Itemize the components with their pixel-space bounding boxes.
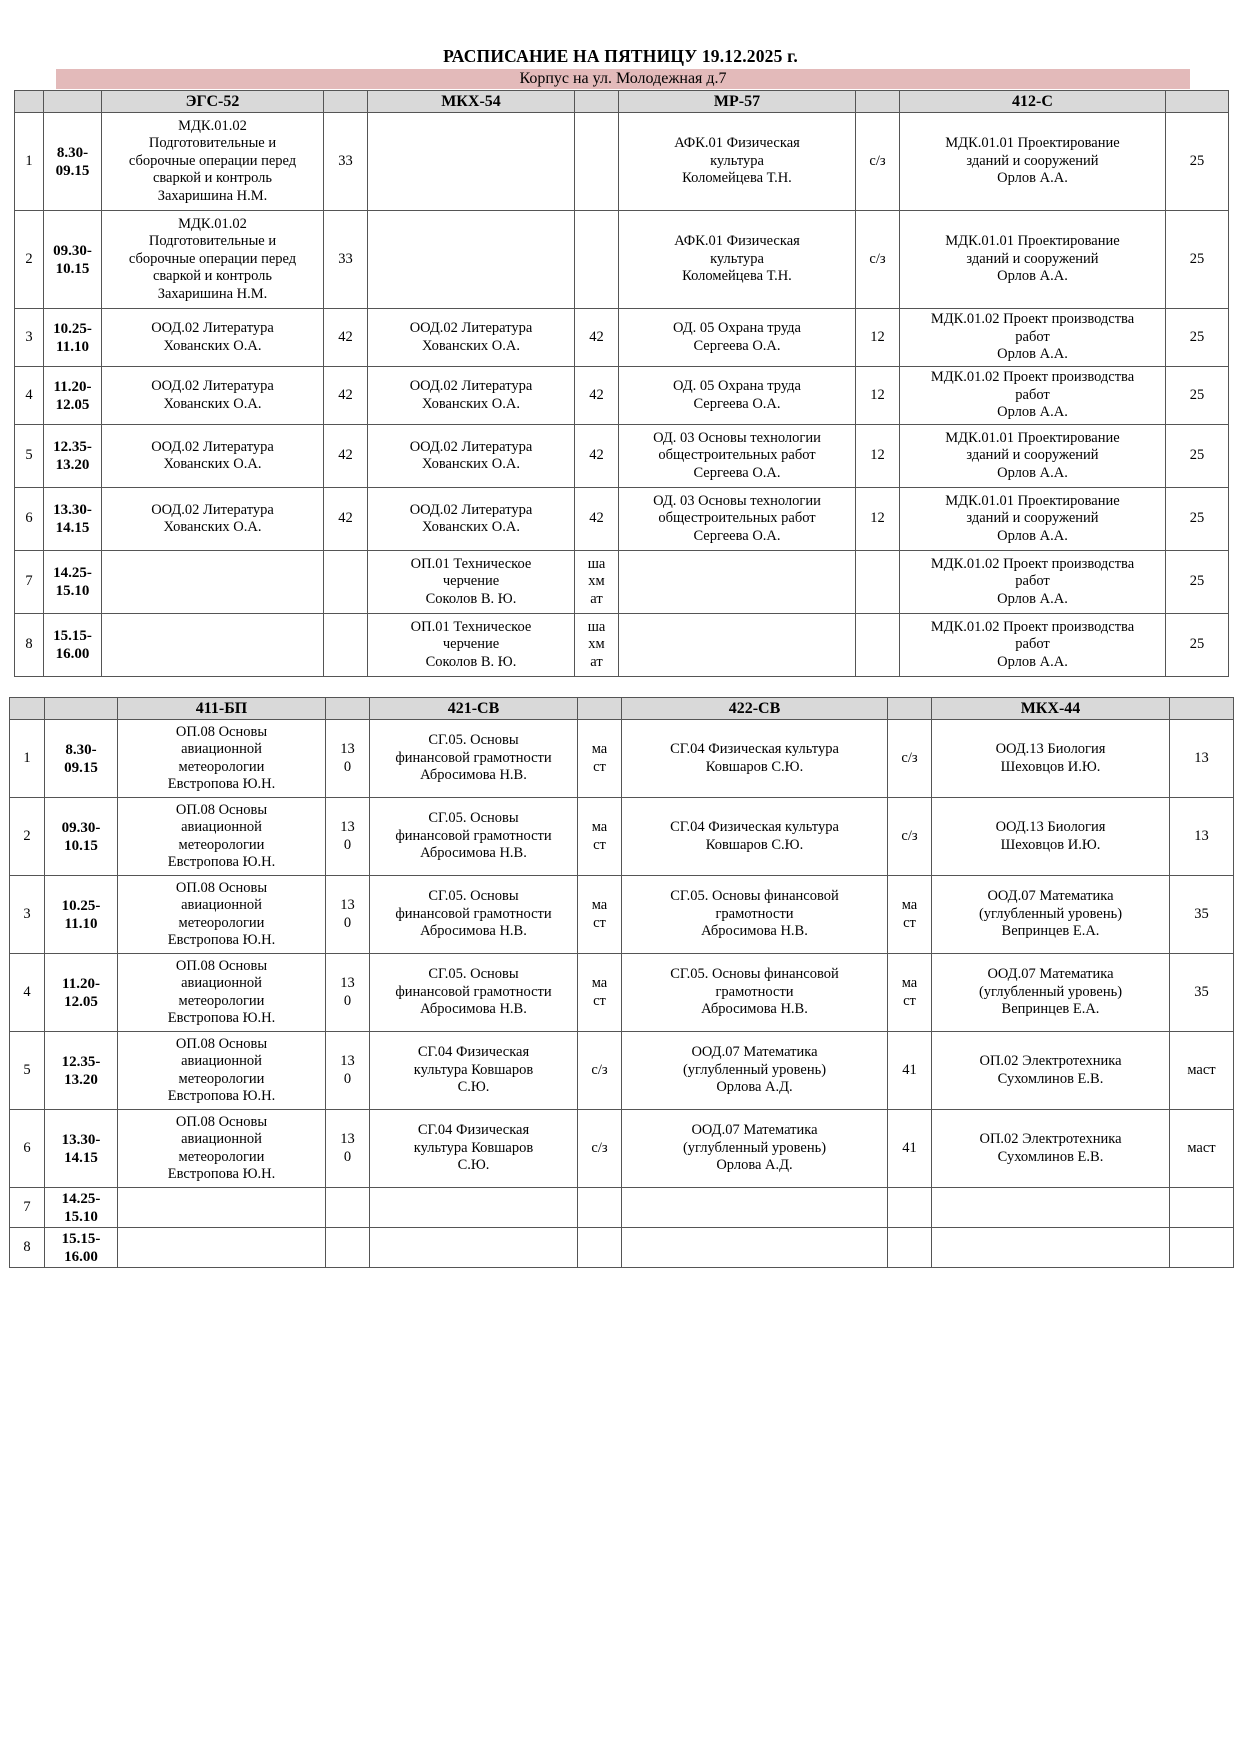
page-title: РАСПИСАНИЕ НА ПЯТНИЦУ 19.12.2025 г. xyxy=(443,46,798,66)
lesson-number: 8 xyxy=(15,614,44,677)
subject-cell: ООД.02 Литература Хованских О.А. xyxy=(368,488,575,551)
room-cell: 12 xyxy=(856,425,900,488)
subject-cell: СГ.04 Физическая культура Ковшаров С.Ю. xyxy=(370,1032,578,1110)
subject-cell: СГ.05. Основы финансовой грамотности Абросимова Н.В. xyxy=(622,954,888,1032)
room-cell: 13 0 xyxy=(326,1110,370,1188)
room-cell: с/з xyxy=(578,1110,622,1188)
lesson-row xyxy=(10,1228,1234,1268)
room-header-blank xyxy=(1166,91,1229,113)
subject-cell: ОП.02 Электротехника Сухомлинов Е.В. xyxy=(932,1110,1170,1188)
lesson-row xyxy=(10,720,1234,798)
subject-cell: ООД.02 Литература Хованских О.А. xyxy=(368,425,575,488)
lesson-number: 8 xyxy=(10,1228,45,1268)
room-header-blank xyxy=(326,698,370,720)
group-header: ЭГС-52 xyxy=(102,91,324,113)
group-header: МР-57 xyxy=(619,91,856,113)
subject-cell: ООД.07 Математика (углубленный уровень) Орлова А.Д. xyxy=(622,1110,888,1188)
room-cell: 12 xyxy=(856,488,900,551)
lesson-row xyxy=(15,614,1229,677)
lesson-time: 12.35- 13.20 xyxy=(45,1032,118,1110)
lesson-number: 5 xyxy=(15,425,44,488)
subject-cell: АФК.01 Физическая культура Коломейцева Т.Н. xyxy=(619,113,856,211)
lesson-time: 8.30- 09.15 xyxy=(44,113,102,211)
room-cell: с/з xyxy=(856,113,900,211)
subject-cell: ООД.02 Литература Хованских О.А. xyxy=(368,367,575,425)
room-header-blank xyxy=(1170,698,1234,720)
room-cell: 25 xyxy=(1166,113,1229,211)
lesson-row xyxy=(10,1110,1234,1188)
room-cell: 33 xyxy=(324,113,368,211)
lesson-number: 3 xyxy=(15,309,44,367)
subject-cell: СГ.04 Физическая культура Ковшаров С.Ю. xyxy=(370,1110,578,1188)
lesson-number: 5 xyxy=(10,1032,45,1110)
subject-cell: МДК.01.01 Проектирование зданий и сооружений Орлов А.А. xyxy=(900,425,1166,488)
room-cell xyxy=(575,211,619,309)
room-cell: ма ст xyxy=(578,798,622,876)
subject-cell: СГ.05. Основы финансовой грамотности Абросимова Н.В. xyxy=(622,876,888,954)
room-cell: 25 xyxy=(1166,614,1229,677)
subject-cell: ОП.08 Основы авиационной метеорологии Евстропова Ю.Н. xyxy=(118,1110,326,1188)
subject-cell: ОП.02 Электротехника Сухомлинов Е.В. xyxy=(932,1032,1170,1110)
lesson-number: 6 xyxy=(15,488,44,551)
lesson-row xyxy=(10,798,1234,876)
lesson-number: 2 xyxy=(15,211,44,309)
room-cell: 25 xyxy=(1166,309,1229,367)
room-cell: 13 xyxy=(1170,798,1234,876)
subject-cell: МДК.01.02 Проект производства работ Орлов А.А. xyxy=(900,309,1166,367)
subject-cell: СГ.05. Основы финансовой грамотности Абросимова Н.В. xyxy=(370,798,578,876)
room-cell: маст xyxy=(1170,1110,1234,1188)
lesson-row xyxy=(10,954,1234,1032)
schedule-table-1 xyxy=(14,90,1229,677)
subject-cell: СГ.05. Основы финансовой грамотности Абросимова Н.В. xyxy=(370,720,578,798)
room-cell: 13 0 xyxy=(326,798,370,876)
subject-cell: СГ.05. Основы финансовой грамотности Абросимова Н.В. xyxy=(370,876,578,954)
lesson-time: 11.20- 12.05 xyxy=(44,367,102,425)
subject-cell: ООД.02 Литература Хованских О.А. xyxy=(102,425,324,488)
room-cell: 13 0 xyxy=(326,720,370,798)
lesson-time: 12.35- 13.20 xyxy=(44,425,102,488)
subject-cell: МДК.01.02 Проект производства работ Орлов А.А. xyxy=(900,551,1166,614)
subject-cell: ОП.08 Основы авиационной метеорологии Евстропова Ю.Н. xyxy=(118,954,326,1032)
lesson-number: 4 xyxy=(10,954,45,1032)
group-header: МКХ-54 xyxy=(368,91,575,113)
subject-cell xyxy=(622,1188,888,1228)
room-cell: 33 xyxy=(324,211,368,309)
subject-cell: ОП.08 Основы авиационной метеорологии Евстропова Ю.Н. xyxy=(118,1032,326,1110)
room-cell: 13 0 xyxy=(326,876,370,954)
room-cell: ма ст xyxy=(888,954,932,1032)
subject-cell xyxy=(622,1228,888,1268)
subject-cell: СГ.05. Основы финансовой грамотности Абросимова Н.В. xyxy=(370,954,578,1032)
subject-cell: СГ.04 Физическая культура Ковшаров С.Ю. xyxy=(622,798,888,876)
subject-cell xyxy=(102,614,324,677)
lesson-row xyxy=(15,309,1229,367)
room-cell: 42 xyxy=(575,367,619,425)
subject-cell xyxy=(102,551,324,614)
subject-cell xyxy=(368,113,575,211)
subject-cell: МДК.01.02 Проект производства работ Орлов А.А. xyxy=(900,367,1166,425)
lesson-row xyxy=(15,425,1229,488)
room-header-blank xyxy=(575,91,619,113)
lesson-time: 09.30- 10.15 xyxy=(45,798,118,876)
room-cell: 25 xyxy=(1166,425,1229,488)
lesson-time: 13.30- 14.15 xyxy=(45,1110,118,1188)
room-cell: 41 xyxy=(888,1032,932,1110)
room-cell xyxy=(326,1188,370,1228)
subject-cell: ОД. 03 Основы технологии общестроительных работ Сергеева О.А. xyxy=(619,425,856,488)
subject-cell: ОП.08 Основы авиационной метеорологии Евстропова Ю.Н. xyxy=(118,798,326,876)
lesson-time: 10.25- 11.10 xyxy=(44,309,102,367)
room-header-blank xyxy=(578,698,622,720)
subject-cell: ООД.02 Литература Хованских О.А. xyxy=(102,488,324,551)
group-header: 411-БП xyxy=(118,698,326,720)
room-cell xyxy=(575,113,619,211)
subject-cell: ООД.02 Литература Хованских О.А. xyxy=(102,367,324,425)
subject-cell: ООД.07 Математика (углубленный уровень) Вепринцев Е.А. xyxy=(932,954,1170,1032)
room-cell: 42 xyxy=(324,488,368,551)
room-cell: ма ст xyxy=(578,954,622,1032)
subject-cell: ООД.02 Литература Хованских О.А. xyxy=(102,309,324,367)
room-cell: 35 xyxy=(1170,876,1234,954)
lesson-number: 1 xyxy=(10,720,45,798)
room-cell: 25 xyxy=(1166,551,1229,614)
subject-cell: ООД.02 Литература Хованских О.А. xyxy=(368,309,575,367)
subject-cell: ОД. 03 Основы технологии общестроительных работ Сергеева О.А. xyxy=(619,488,856,551)
subject-cell: ОД. 05 Охрана труда Сергеева О.А. xyxy=(619,309,856,367)
lesson-row xyxy=(15,211,1229,309)
subject-cell: МДК.01.02 Подготовительные и сборочные операции перед сваркой и контроль Захаришина Н.М. xyxy=(102,211,324,309)
room-cell xyxy=(888,1188,932,1228)
subject-cell: АФК.01 Физическая культура Коломейцева Т.Н. xyxy=(619,211,856,309)
room-header-blank xyxy=(888,698,932,720)
room-cell: 42 xyxy=(324,309,368,367)
schedule-table-2 xyxy=(9,697,1234,1268)
lesson-row xyxy=(15,113,1229,211)
room-cell: с/з xyxy=(888,720,932,798)
lesson-time: 8.30- 09.15 xyxy=(45,720,118,798)
lesson-number: 4 xyxy=(15,367,44,425)
subject-cell xyxy=(370,1188,578,1228)
room-cell: 13 xyxy=(1170,720,1234,798)
subject-cell: МДК.01.01 Проектирование зданий и сооружений Орлов А.А. xyxy=(900,488,1166,551)
room-cell: 13 0 xyxy=(326,954,370,1032)
room-cell: 25 xyxy=(1166,211,1229,309)
room-cell: ша хм ат xyxy=(575,614,619,677)
room-cell: 42 xyxy=(324,367,368,425)
room-cell: 13 0 xyxy=(326,1032,370,1110)
subject-cell: СГ.04 Физическая культура Ковшаров С.Ю. xyxy=(622,720,888,798)
room-cell xyxy=(326,1228,370,1268)
room-cell: 41 xyxy=(888,1110,932,1188)
room-cell: ша хм ат xyxy=(575,551,619,614)
room-cell: 35 xyxy=(1170,954,1234,1032)
lesson-row xyxy=(10,876,1234,954)
lesson-number: 3 xyxy=(10,876,45,954)
lesson-row xyxy=(15,367,1229,425)
room-cell: 42 xyxy=(575,309,619,367)
room-cell: с/з xyxy=(856,211,900,309)
subject-cell: ООД.07 Математика (углубленный уровень) Орлова А.Д. xyxy=(622,1032,888,1110)
room-header-blank xyxy=(856,91,900,113)
room-cell: 12 xyxy=(856,309,900,367)
lesson-number: 1 xyxy=(15,113,44,211)
subject-cell xyxy=(370,1228,578,1268)
lesson-number: 2 xyxy=(10,798,45,876)
room-header-blank xyxy=(324,91,368,113)
lesson-row xyxy=(15,551,1229,614)
subject-cell xyxy=(932,1228,1170,1268)
subject-cell: ОП.08 Основы авиационной метеорологии Евстропова Ю.Н. xyxy=(118,876,326,954)
subject-cell: МДК.01.02 Проект производства работ Орлов А.А. xyxy=(900,614,1166,677)
lesson-number: 7 xyxy=(15,551,44,614)
room-cell: 42 xyxy=(575,425,619,488)
group-header: 412-С xyxy=(900,91,1166,113)
header-row xyxy=(15,91,1229,113)
lesson-time: 15.15- 16.00 xyxy=(44,614,102,677)
subject-cell: ОП.01 Техническое черчение Соколов В. Ю. xyxy=(368,614,575,677)
room-cell xyxy=(324,551,368,614)
lesson-time: 15.15- 16.00 xyxy=(45,1228,118,1268)
subject-cell xyxy=(118,1188,326,1228)
group-header: 421-СВ xyxy=(370,698,578,720)
room-cell: ма ст xyxy=(888,876,932,954)
room-cell xyxy=(1170,1228,1234,1268)
lesson-time: 09.30- 10.15 xyxy=(44,211,102,309)
lesson-time: 14.25- 15.10 xyxy=(45,1188,118,1228)
subject-cell: ОП.08 Основы авиационной метеорологии Евстропова Ю.Н. xyxy=(118,720,326,798)
lesson-time: 11.20- 12.05 xyxy=(45,954,118,1032)
lesson-number: 7 xyxy=(10,1188,45,1228)
room-cell: 25 xyxy=(1166,488,1229,551)
room-cell: ма ст xyxy=(578,720,622,798)
group-header: МКХ-44 xyxy=(932,698,1170,720)
subject-cell: ООД.13 Биология Шеховцов И.Ю. xyxy=(932,720,1170,798)
lesson-number: 6 xyxy=(10,1110,45,1188)
lesson-row xyxy=(15,488,1229,551)
lesson-row xyxy=(10,1188,1234,1228)
room-cell: 42 xyxy=(324,425,368,488)
subject-cell: ОД. 05 Охрана труда Сергеева О.А. xyxy=(619,367,856,425)
header-blank xyxy=(45,698,118,720)
subject-cell: ОП.01 Техническое черчение Соколов В. Ю. xyxy=(368,551,575,614)
header-blank xyxy=(10,698,45,720)
subject-cell: ООД.13 Биология Шеховцов И.Ю. xyxy=(932,798,1170,876)
room-cell: маст xyxy=(1170,1032,1234,1110)
subject-cell: МДК.01.02 Подготовительные и сборочные операции перед сваркой и контроль Захаришина Н.М. xyxy=(102,113,324,211)
subject-cell: ООД.07 Математика (углубленный уровень) Вепринцев Е.А. xyxy=(932,876,1170,954)
subject-cell xyxy=(368,211,575,309)
room-cell xyxy=(578,1188,622,1228)
lesson-time: 13.30- 14.15 xyxy=(44,488,102,551)
room-cell xyxy=(888,1228,932,1268)
room-cell: с/з xyxy=(888,798,932,876)
room-cell: 42 xyxy=(575,488,619,551)
lesson-time: 10.25- 11.10 xyxy=(45,876,118,954)
group-header: 422-СВ xyxy=(622,698,888,720)
subject-cell xyxy=(932,1188,1170,1228)
building-banner: Корпус на ул. Молодежная д.7 xyxy=(56,69,1190,89)
header-blank xyxy=(44,91,102,113)
room-cell: 12 xyxy=(856,367,900,425)
subject-cell xyxy=(619,551,856,614)
room-cell xyxy=(578,1228,622,1268)
subject-cell: МДК.01.01 Проектирование зданий и сооружений Орлов А.А. xyxy=(900,211,1166,309)
header-row xyxy=(10,698,1234,720)
lesson-time: 14.25- 15.10 xyxy=(44,551,102,614)
room-cell: с/з xyxy=(578,1032,622,1110)
room-cell xyxy=(324,614,368,677)
room-cell: 25 xyxy=(1166,367,1229,425)
lesson-row xyxy=(10,1032,1234,1110)
subject-cell xyxy=(118,1228,326,1268)
room-cell: ма ст xyxy=(578,876,622,954)
subject-cell xyxy=(619,614,856,677)
room-cell xyxy=(856,551,900,614)
room-cell xyxy=(856,614,900,677)
room-cell xyxy=(1170,1188,1234,1228)
subject-cell: МДК.01.01 Проектирование зданий и сооружений Орлов А.А. xyxy=(900,113,1166,211)
header-blank xyxy=(15,91,44,113)
